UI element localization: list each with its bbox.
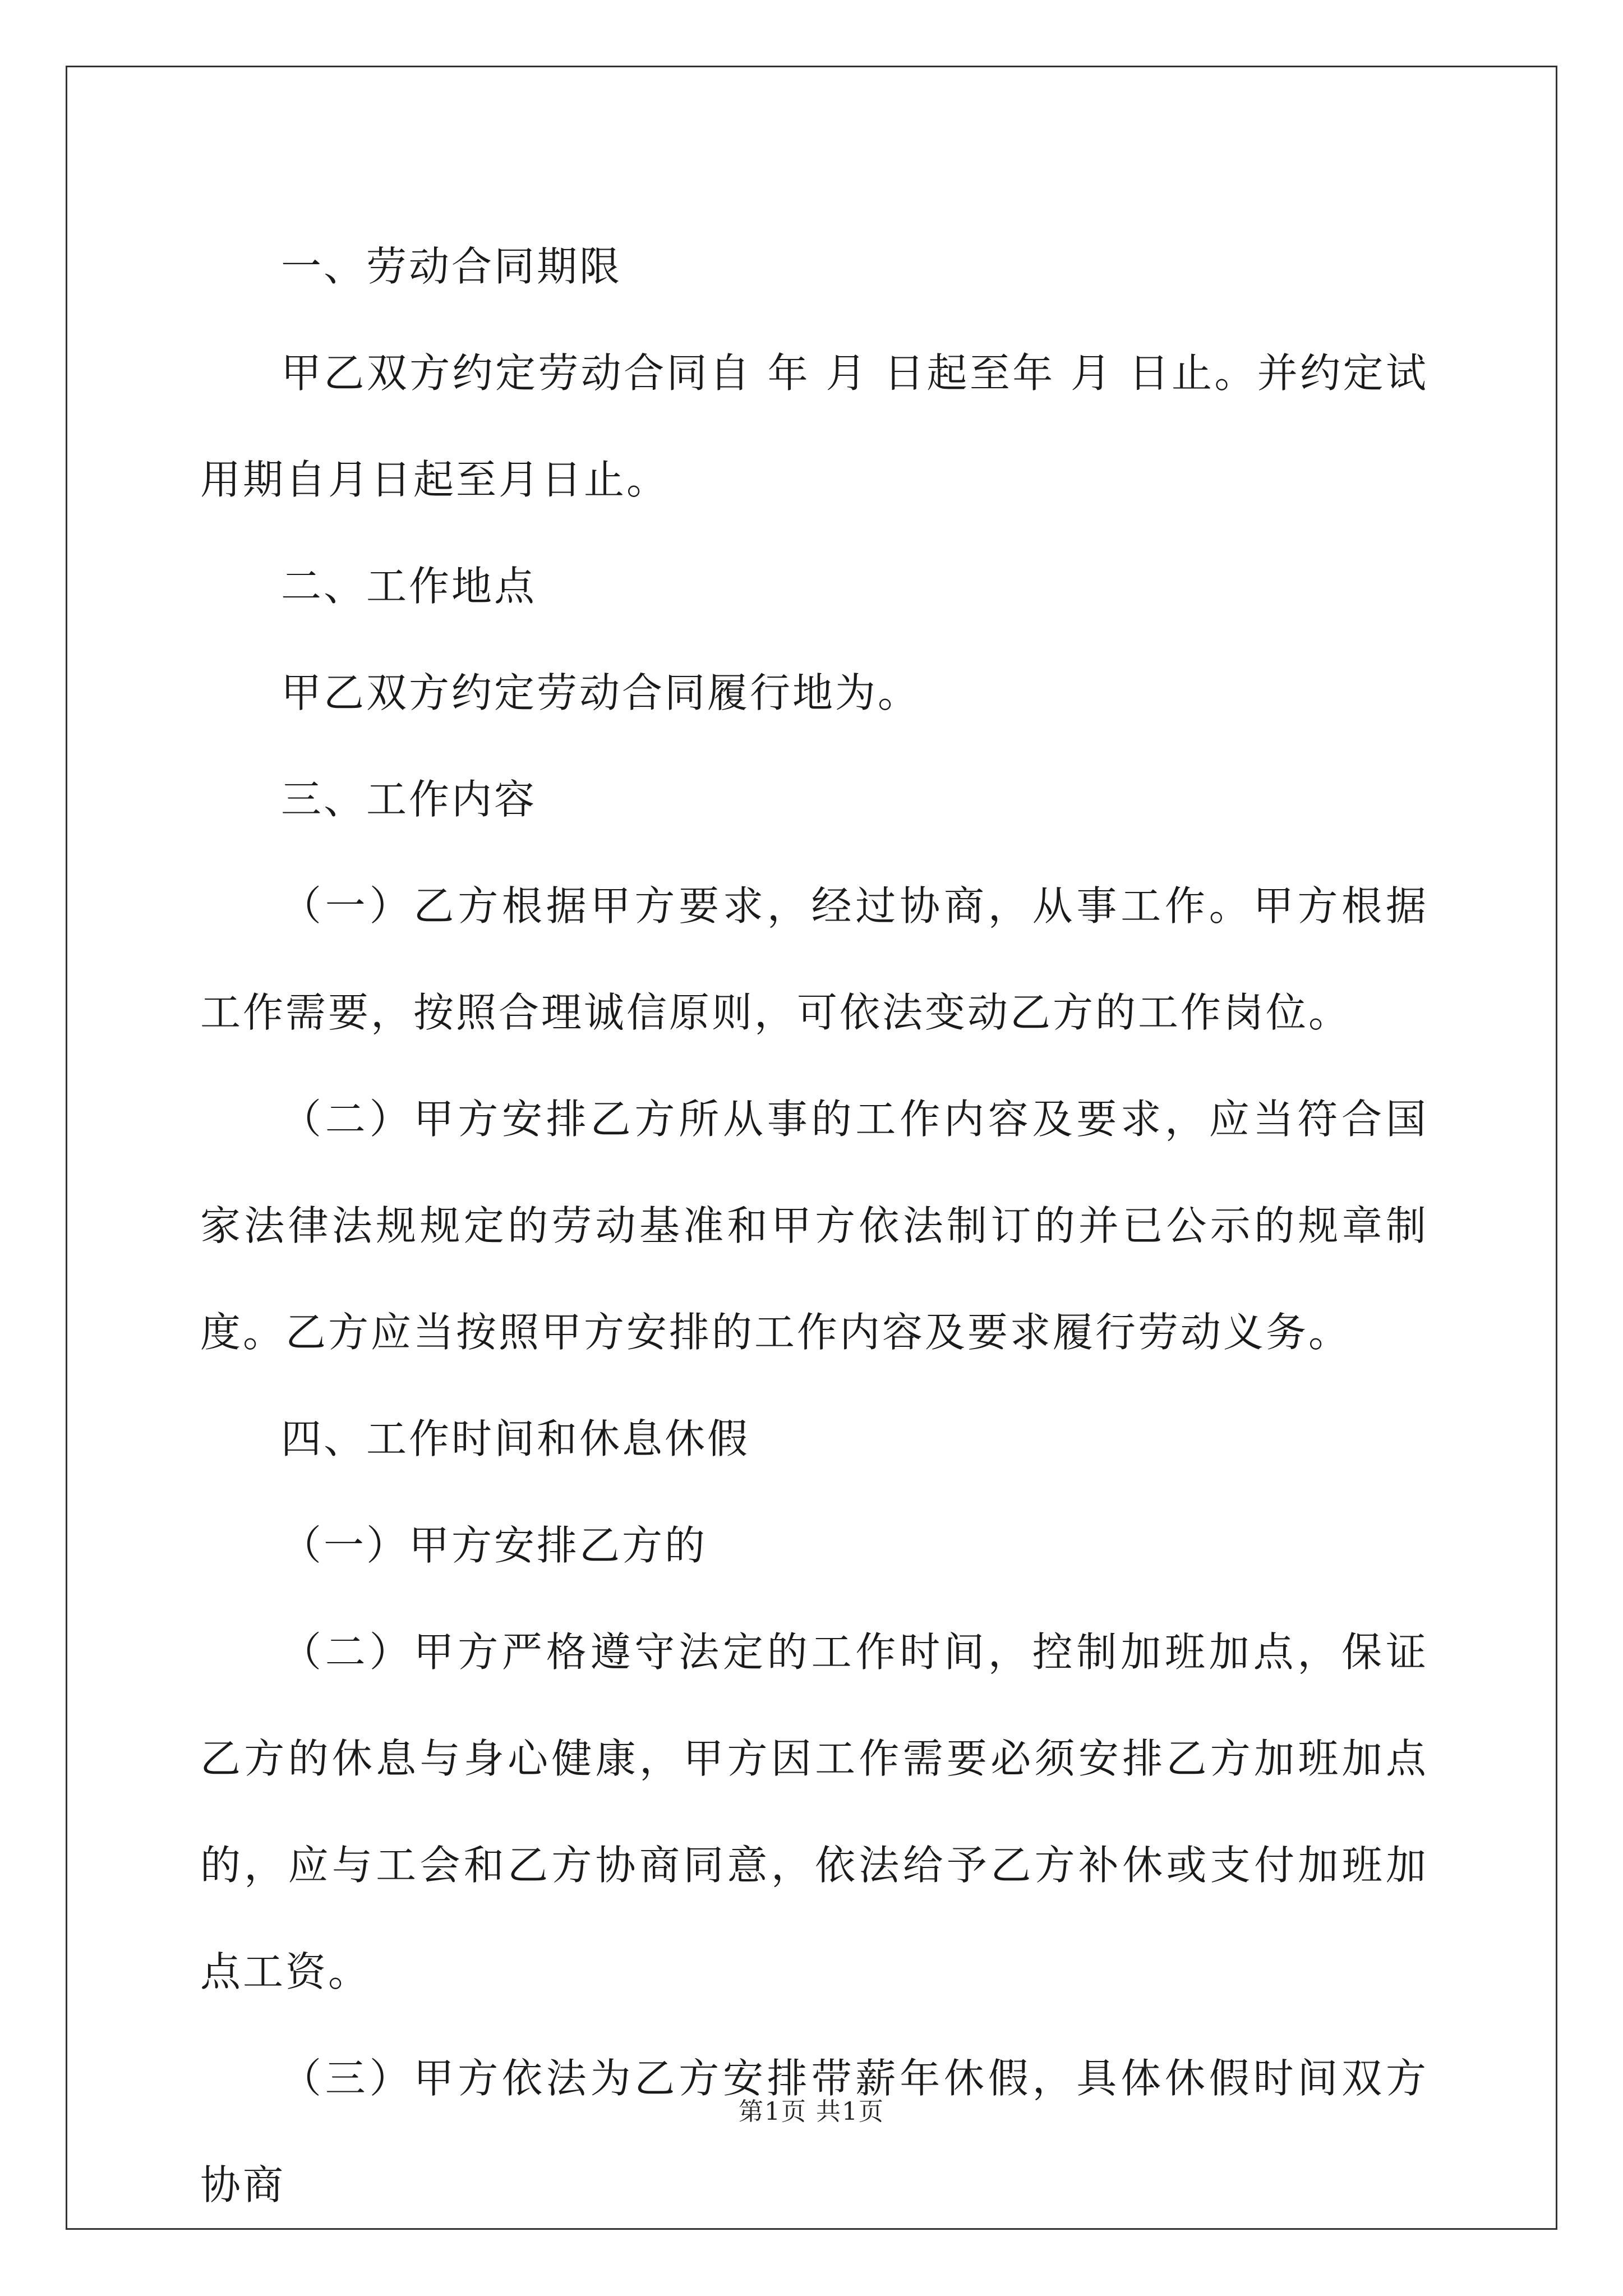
- paragraph-work-hours-1: （一）甲方安排乙方的: [281, 1522, 708, 1569]
- paragraph-work-hours-2: （二）甲方严格遵守法定的工作时间，控制加班加点，保证乙方的休息与身心健康，甲方因工作需要必须安排乙方加班加点的，应与工会和乙方协商同意，依法给予乙方补休或支付加班加点工资。: [200, 1628, 1428, 1995]
- paragraph-job-content-2: （二）甲方安排乙方所从事的工作内容及要求，应当符合国家法律法规规定的劳动基准和甲方依法制订的并已公示的规章制度。乙方应当按照甲方安排的工作内容及要求履行劳动义务。: [200, 1096, 1428, 1356]
- document-body: [200, 213, 1428, 2238]
- section-heading-work-hours: 四、工作时间和休息休假: [281, 1415, 750, 1462]
- section-heading-term: 一、劳动合同期限: [281, 243, 623, 290]
- page-footer: 第1页 共1页: [739, 2097, 884, 2126]
- section-heading-job-content: 三、工作内容: [281, 776, 537, 823]
- paragraph-workplace: 甲乙双方约定劳动合同履行地为。: [281, 669, 921, 716]
- paragraph-contract-term: 甲乙双方约定劳动合同自 年 月 日起至年 月 日止。并约定试用期自月日起至月日止。: [200, 349, 1428, 503]
- section-heading-workplace: 二、工作地点: [281, 563, 537, 610]
- paragraph-job-content-1: （一）乙方根据甲方要求，经过协商，从事工作。甲方根据工作需要，按照合理诚信原则，可依法变动乙方的工作岗位。: [200, 882, 1428, 1036]
- paragraph-work-hours-3: （三）甲方依法为乙方安排带薪年休假，具体休假时间双方协商: [200, 2055, 1428, 2208]
